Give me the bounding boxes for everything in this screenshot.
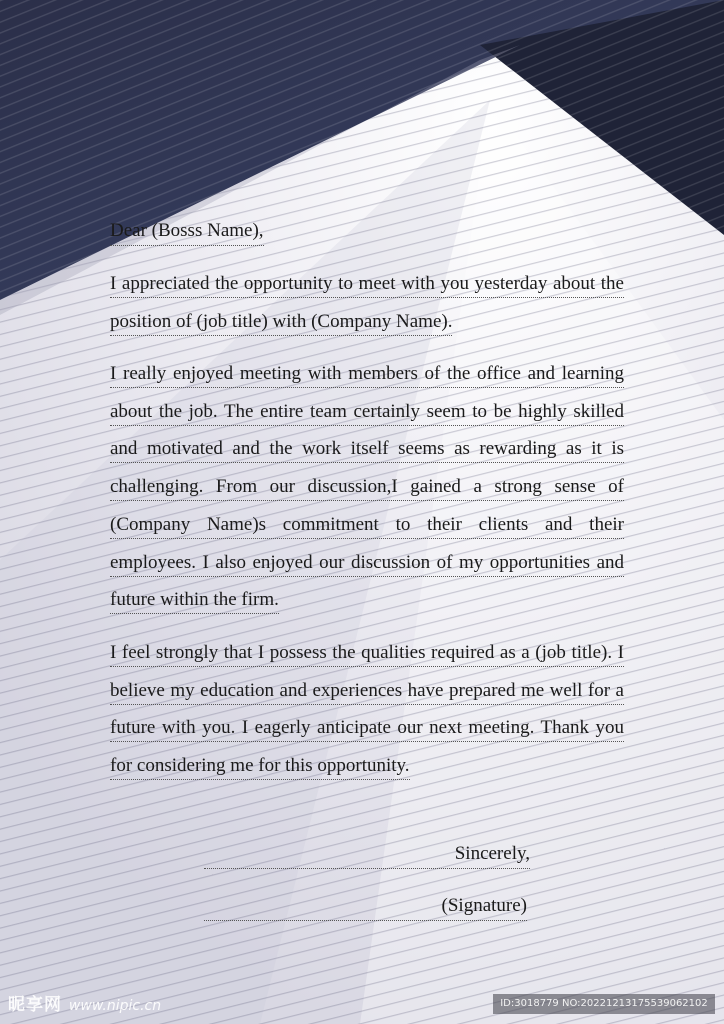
paragraph-3-text: I feel strongly that I possess the qualities required as a (job title). I believe my education and experiences have prepared me well for a future with you. I eagerly anticipate our next meeting. Thank you for considering me for this opportunity. — [110, 642, 624, 780]
salutation: Dear (Bosss Name), — [110, 218, 264, 246]
paragraph-2 — [110, 355, 624, 619]
signature-line: (Signature) — [204, 892, 527, 921]
paragraph-1 — [110, 265, 624, 340]
watermark-brand: 昵享网 — [8, 995, 62, 1015]
watermark-logo — [8, 990, 161, 1015]
paragraph-3 — [110, 634, 624, 785]
closing-line: Sincerely, — [204, 840, 530, 869]
paragraph-1-text: I appreciated the opportunity to meet with you yesterday about the position of (job title) with (Company Name). — [110, 273, 624, 336]
watermark-url: www.nipic.cn — [68, 998, 162, 1014]
image-id-bar: ID:3018779 NO:20221213175539062102 — [493, 994, 715, 1014]
paragraph-2-text: I really enjoyed meeting with members of the office and learning about the job. The entire team certainly seem to be highly skilled and motivated and the work itself seems as rewarding as it is challenging. From our discussion,I gained a strong sense of (Company Name)s commitment to their clients and their employees. I also enjoyed our discussion of my opportunities and future within the firm. — [110, 363, 624, 614]
